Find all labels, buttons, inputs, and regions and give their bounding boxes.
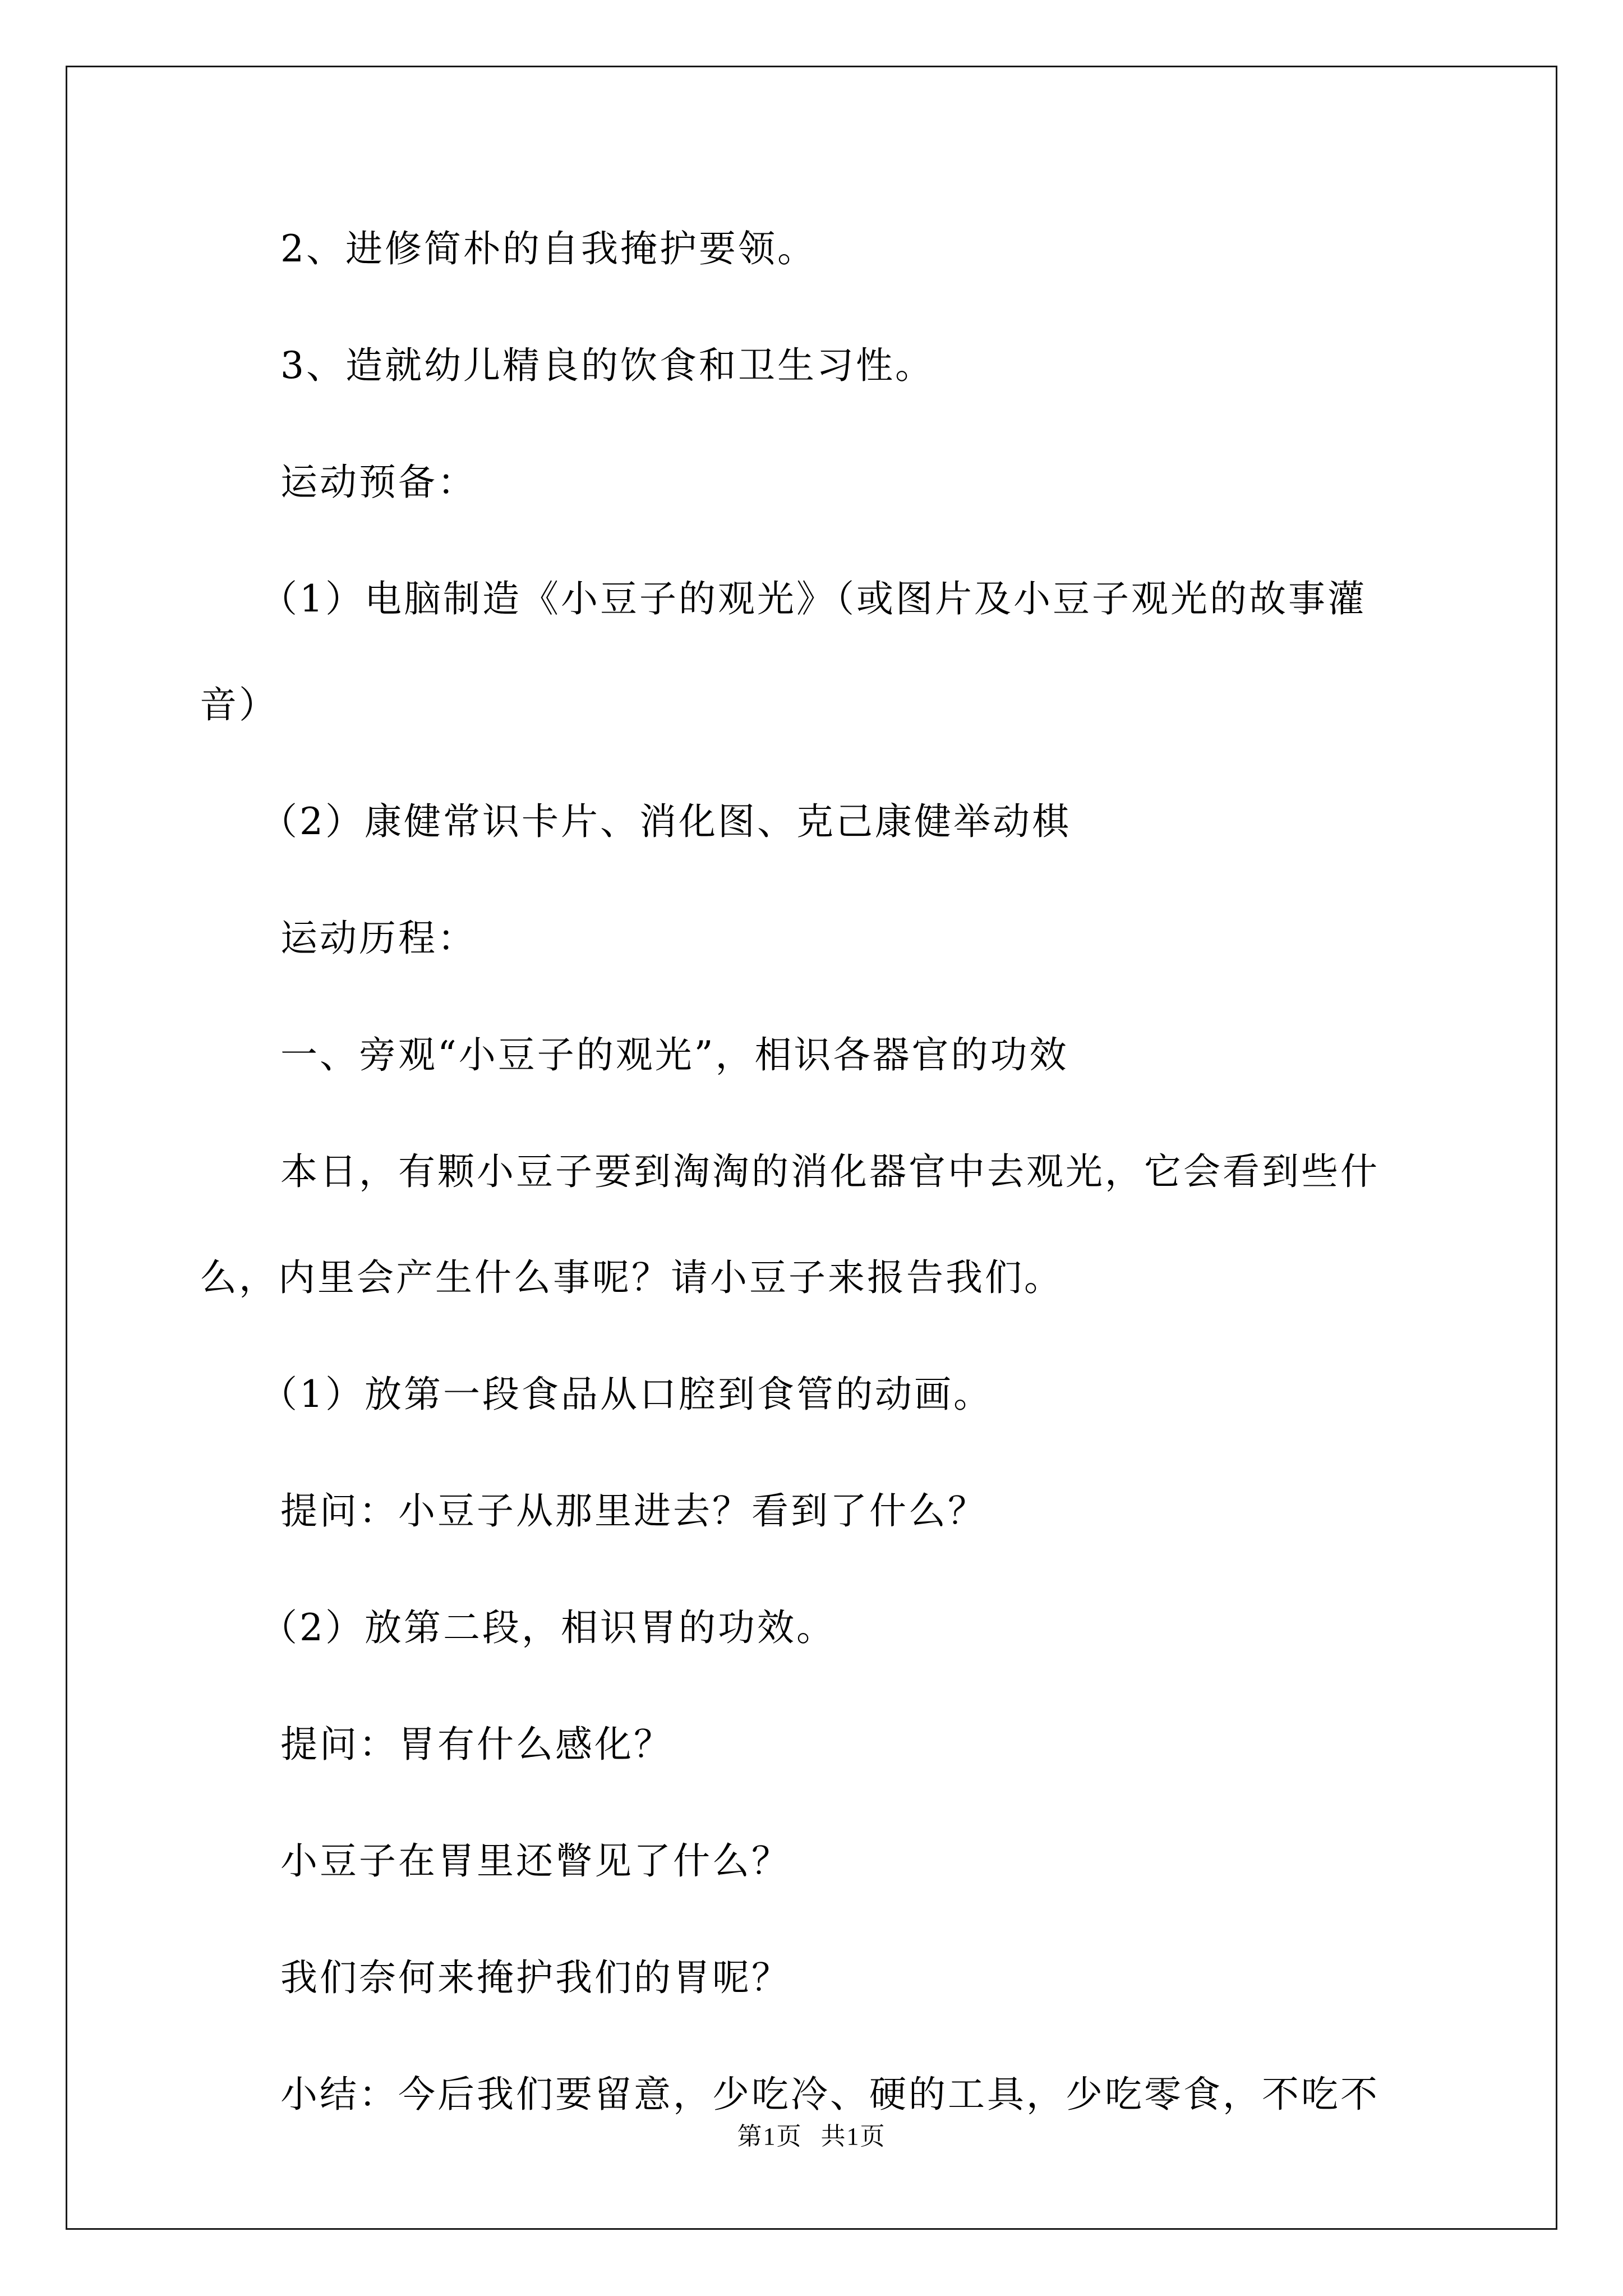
paragraph-line: 本日，有颗小豆子要到淘淘的消化器官中去观光，它会看到些什 — [280, 1150, 1380, 1193]
paragraph-line: 运动历程： — [280, 917, 477, 960]
paragraph-line: 我们奈何来掩护我们的胃呢？ — [280, 1956, 791, 1999]
paragraph-line: 一、旁观“小豆子的观光”，相识各器官的功效 — [280, 1033, 1069, 1076]
paragraph-line: （1）电脑制造《小豆子的观光》（或图片及小豆子观光的故事灌 — [260, 577, 1367, 620]
page-number-current: 第1页 — [737, 2123, 803, 2150]
paragraph-line: （2）放第二段，相识胃的功效。 — [260, 1606, 836, 1649]
paragraph-line: （2）康健常识卡片、消化图、克己康健举动棋 — [260, 800, 1071, 843]
paragraph-line: 提问：胃有什么感化？ — [280, 1723, 673, 1766]
page-number-total: 共1页 — [820, 2123, 886, 2150]
page-footer — [0, 2120, 1623, 2154]
paragraph-line: （1）放第一段食品从口腔到食管的动画。 — [260, 1373, 993, 1416]
paragraph-line: 提问：小豆子从那里进去？看到了什么？ — [280, 1489, 987, 1533]
paragraph-line: 2、进修简朴的自我掩护要领。 — [280, 227, 817, 270]
paragraph-line: 么，内里会产生什么事呢？请小豆子来报告我们。 — [200, 1256, 1063, 1299]
paragraph-line: 音） — [200, 683, 278, 726]
paragraph-line: 3、造就幼儿精良的饮食和卫生习性。 — [280, 344, 934, 387]
paragraph-line: 小豆子在胃里还瞥见了什么？ — [280, 1839, 791, 1883]
paragraph-line: 小结：今后我们要留意，少吃冷、硬的工具，少吃零食，不吃不 — [280, 2073, 1380, 2116]
paragraph-line: 运动预备： — [280, 461, 477, 504]
